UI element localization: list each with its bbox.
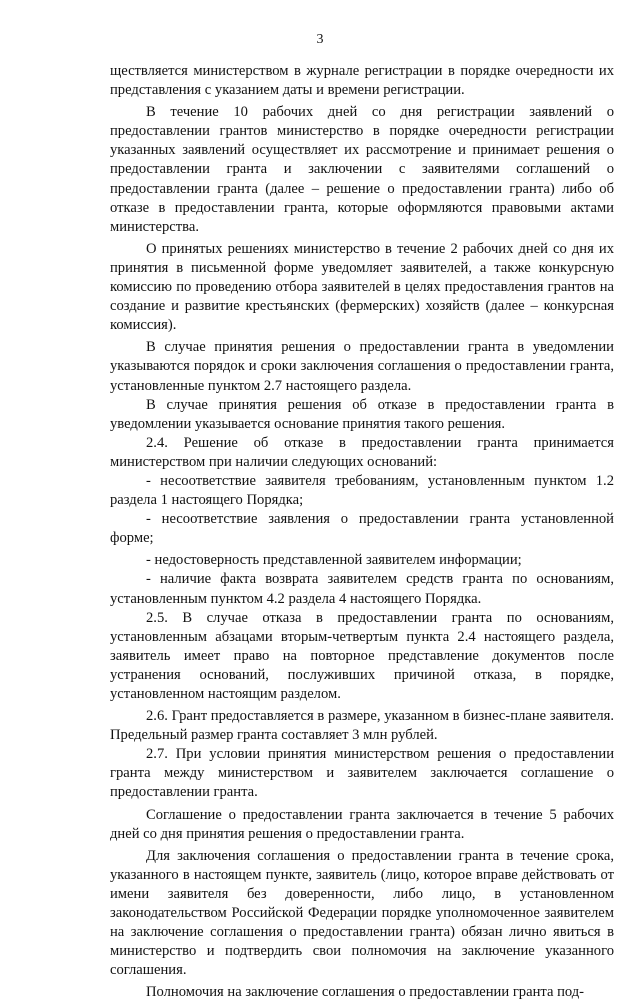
paragraph-authority: Полномочия на заключение соглашения о предоставлении гранта под- xyxy=(146,984,585,1001)
list-item-requirements: - несоответствие заявителя требованиям, установленным пунктом 1.2 раздела 1 настоящего Порядка; xyxy=(110,472,614,509)
paragraph-2-6: 2.6. Грант предоставляется в размере, указанном в бизнес-плане заявителя. Предельный размер гранта составляет 3 млн рублей. xyxy=(110,708,614,744)
list-item-form: - несоответствие заявления о предоставлении гранта установленной форме; xyxy=(110,511,614,547)
paragraph-2-7: 2.7. При условии принятия министерством решения о предоставлении гранта между министерством и заявителем заключается соглашение о предоставлении гранта. xyxy=(110,746,614,801)
document-body xyxy=(110,62,614,1003)
paragraph-grant-approval-notice: В случае принятия решения о предоставлении гранта в уведомлении указываются порядок и сроки заключения соглашения о предоставлении гранта, установленные пунктом 2.7 настоящего раздела. xyxy=(110,339,614,394)
list-item-refund: - наличие факта возврата заявителем средств гранта по основаниям, установленным пунктом 4.2 раздела 4 настоящего Порядка. xyxy=(110,571,614,607)
paragraph-refusal-notice: В случае принятия решения об отказе в предоставлении гранта в уведомлении указывается основание принятия такого решения. xyxy=(110,396,614,432)
paragraph-agreement-procedure: Для заключения соглашения о предоставлении гранта в течение срока, указанного в настоящем пункте, заявитель (лицо, которое вправе действовать от имени заявителя без доверенности, либо лицо, в установленном законодательством Российской Федерации порядке уполномоченное заявителем на заключение соглашения о предоставлении гранта) обязан лично явиться в министерство и подтвердить свои полномочия на заключение указанного соглашения. xyxy=(110,847,614,979)
paragraph-notification: О принятых решениях министерство в течение 2 рабочих дней со дня их принятия в письменной форме уведомляет заявителей, а также конкурсную комиссию по проведению отбора заявителей в целях предоставления грантов на создание и развитие крестьянских (фермерских) хозяйств (далее – конкурсная комиссия). xyxy=(110,240,614,334)
paragraph-2-4: 2.4. Решение об отказе в предоставлении гранта принимается министерством при наличии следующих оснований: xyxy=(110,434,614,470)
paragraph-agreement-term: Соглашение о предоставлении гранта заключается в течение 5 рабочих дней со дня принятия решения о предоставлении гранта. xyxy=(110,806,614,842)
page-number: 3 xyxy=(316,32,324,47)
paragraph-2-5: 2.5. В случае отказа в предоставлении гранта по основаниям, установленным абзацами вторым-четвертым пункта 2.4 настоящего раздела, заявитель имеет право на повторное представление документов после устранения оснований, послуживших причиной отказа, в порядке, установленном настоящим разделом. xyxy=(110,609,614,702)
paragraph-review-decision: В течение 10 рабочих дней со дня регистрации заявлений о предоставлении грантов министерство в порядке очередности регистрации указанных заявлений осуществляет их рассмотрение и принимает решения о предоставлении гранта и заключении с заявителями соглашений о предоставлении гранта (далее – решение о предоставлении гранта) либо об отказе в предоставлении гранта, которые оформляются правовыми актами министерства. xyxy=(110,104,614,235)
list-item-false-info: - недостоверность представленной заявителем информации; xyxy=(146,552,522,569)
paragraph-continuation: ществляется министерством в журнале регистрации в порядке очередности их представления с указанием даты и времени регистрации. xyxy=(110,63,614,99)
